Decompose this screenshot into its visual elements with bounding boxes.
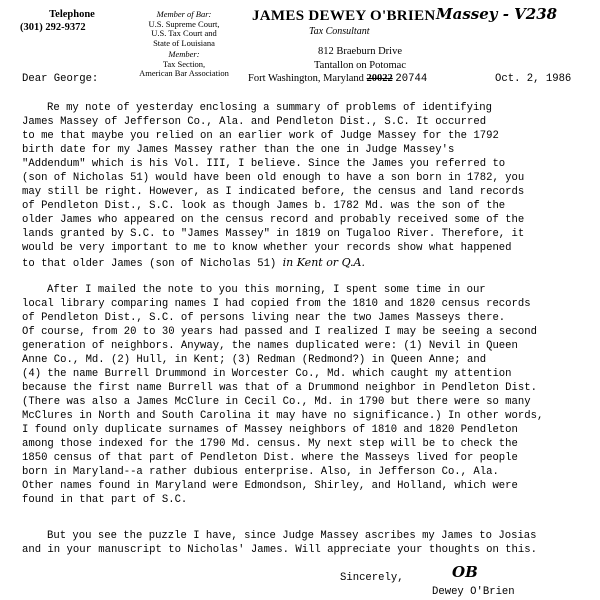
body-line: Other names found in Maryland were Edmondson, Shirley, and Holland, which were xyxy=(22,480,518,492)
letterhead-title: Tax Consultant xyxy=(309,26,370,37)
body-line: generation of neighbors. Anyway, the names duplicated were: (1) Nevil in Queen xyxy=(22,340,518,352)
body-line: to me that maybe you relied on an earlier work of Judge Massey for the 1792 xyxy=(22,130,499,142)
bar-line: U.S. Supreme Court, xyxy=(148,18,220,29)
address-city-state: Fort Washington, Maryland xyxy=(248,73,364,84)
body-line: 1850 census of that part of Pendleton Dist. where the Masseys lived for people xyxy=(22,452,518,464)
body-line: Re my note of yesterday enclosing a summary of problems of identifying xyxy=(47,102,493,114)
address-zip: 20744 xyxy=(395,73,428,85)
telephone-label: Telephone xyxy=(49,9,95,20)
closing: Sincerely, xyxy=(340,572,404,584)
body-line-text: to that older James (son of Nicholas 51) xyxy=(22,258,277,270)
body-line: "Addendum" which is his Vol. III, I believe. Since the James you referred to xyxy=(22,158,506,170)
body-line: Of course, from 20 to 30 years had passed and I realized I may be seeing a second xyxy=(22,326,537,338)
body-line: But you see the puzzle I have, since Judge Massey ascribes my James to Josias xyxy=(47,530,537,542)
body-line: found in that part of S.C. xyxy=(22,494,188,506)
address-zip-struck: 20022 xyxy=(366,73,393,84)
body-line xyxy=(22,256,365,270)
address-line-3 xyxy=(248,73,427,85)
bar-line: U.S. Tax Court and xyxy=(151,28,217,38)
body-line: among those indexed for the 1790 Md. census. My next step will be to check the xyxy=(22,438,518,450)
body-line: (4) the name Burrell Drummond in Worcester Co., Md. which caught my attention xyxy=(22,368,512,380)
address-line-1: 812 Braeburn Drive xyxy=(318,46,402,57)
handwritten-initials: OB xyxy=(452,563,478,581)
member-line: American Bar Association xyxy=(139,68,229,78)
body-line: because the first name Burrell was that of a Drummond neighbor in Pendleton Dist. xyxy=(22,382,537,394)
body-line: Anne Co., Md. (2) Hull, in Kent; (3) Redman (Redmond?) in Queen Anne; and xyxy=(22,354,487,366)
handwritten-file-note: Massey - V238 xyxy=(436,5,558,23)
letter-date: Oct. 2, 1986 xyxy=(495,73,572,85)
body-line: and in your manuscript to Nicholas' James. Will appreciate your thoughts on this. xyxy=(22,544,537,556)
member-heading: Member: xyxy=(168,49,200,59)
salutation: Dear George: xyxy=(22,73,99,85)
bar-membership-block xyxy=(126,10,242,79)
address-line-2: Tantallon on Potomac xyxy=(314,60,406,71)
body-line: James Massey of Jefferson Co., Ala. and Pendleton Dist., S.C. It occurred xyxy=(22,116,487,128)
letterhead-name: JAMES DEWEY O'BRIEN xyxy=(252,8,436,24)
bar-heading: Member of Bar: xyxy=(156,9,212,19)
body-line: McClures in North and South Carolina it may have no significance.) In other words, xyxy=(22,410,544,422)
bar-line: State of Louisiana xyxy=(153,37,215,48)
telephone-number: (301) 292-9372 xyxy=(20,22,86,33)
body-line: local library comparing names I had copied from the 1810 and 1820 census records xyxy=(22,298,531,310)
body-line: of Pendleton Dist., S.C. look as though James b. 1782 Md. was the son of the xyxy=(22,200,506,212)
body-line: born in Maryland--a rather dubious enterprise. Also, in Jefferson Co., Ala. xyxy=(22,466,499,478)
body-line: lands granted by S.C. to "James Massey" in 1819 on Tugaloo River. Therefore, it xyxy=(22,228,525,240)
signature-name: Dewey O'Brien xyxy=(432,586,515,598)
body-line: may still be right. However, as I indicated before, the census and land records xyxy=(22,186,525,198)
body-line: After I mailed the note to you this morning, I spent some time in our xyxy=(47,284,486,296)
body-line: (son of Nicholas 51) would have been old enough to have a son born in 1782, you xyxy=(22,172,525,184)
body-line: would be very important to me to know whether your records show what happened xyxy=(22,242,512,254)
body-line: older James who appeared on the census record and probably received some of the xyxy=(22,214,525,226)
body-line: birth date for my James Massey rather than the one in Judge Massey's xyxy=(22,144,455,156)
member-line: Tax Section, xyxy=(162,58,206,69)
body-line: I found only duplicate surnames of Massey neighbors of 1810 and 1820 Pendleton xyxy=(22,424,518,436)
handwritten-insert: in Kent or Q.A. xyxy=(282,256,365,269)
body-line: of Pendleton Dist., S.C. of persons living near the two James Masseys there. xyxy=(22,312,506,324)
body-line: (There was also a James McClure in Cecil Co., Md. in 1790 but there were so many xyxy=(22,396,531,408)
